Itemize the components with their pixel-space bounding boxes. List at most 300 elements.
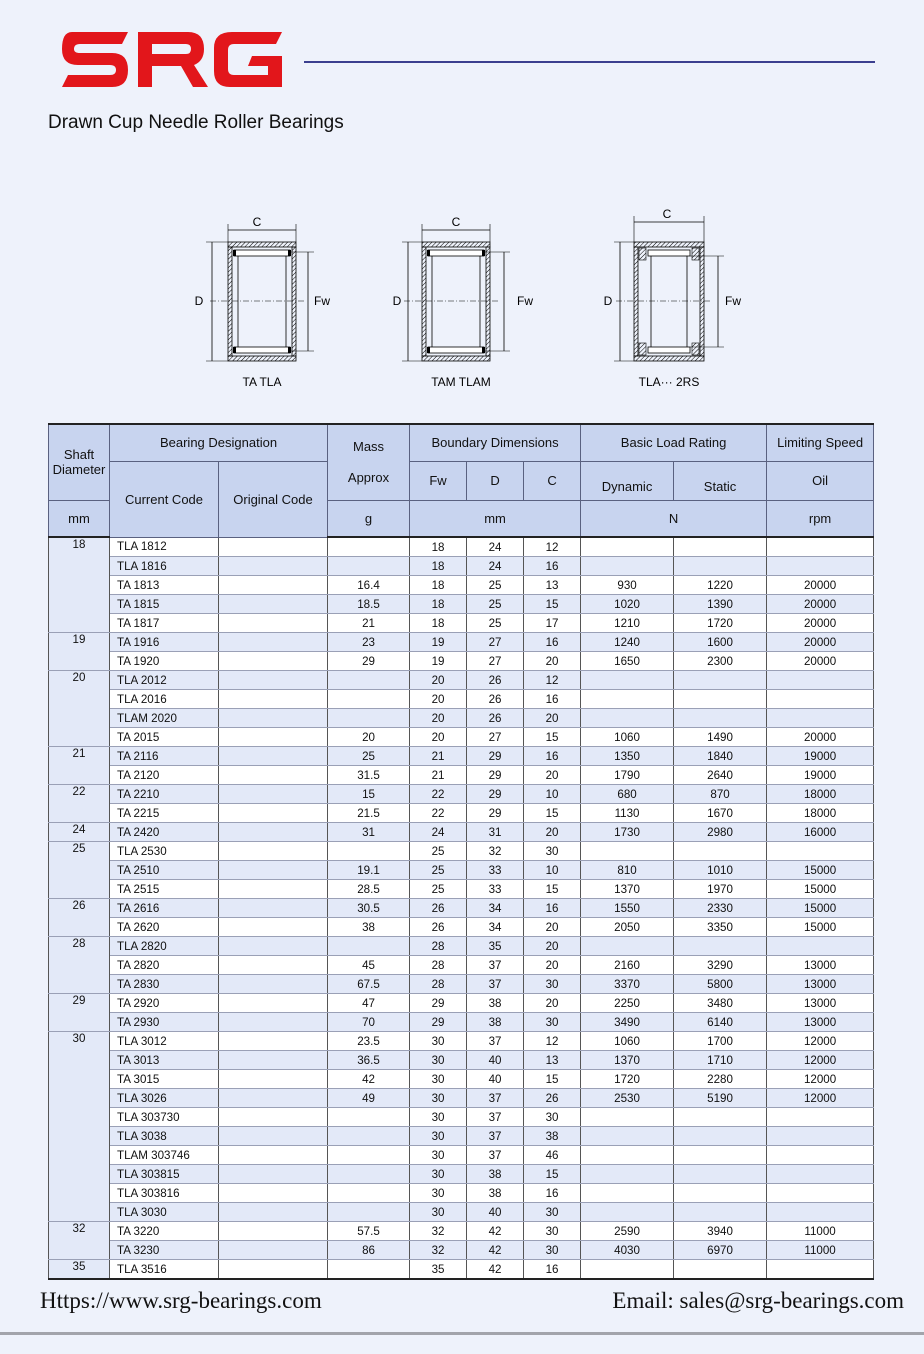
d-cell: 29 — [467, 785, 524, 804]
static-load-cell: 2640 — [674, 766, 767, 785]
original-code-cell — [219, 899, 328, 918]
current-code-cell: TA 3230 — [110, 1241, 219, 1260]
dynamic-load-cell: 930 — [581, 576, 674, 595]
table-row — [49, 576, 874, 595]
fw-cell: 30 — [410, 1032, 467, 1051]
current-code-cell: TLA 3026 — [110, 1089, 219, 1108]
fw-cell: 28 — [410, 956, 467, 975]
table-body — [49, 537, 874, 1279]
fw-cell: 30 — [410, 1089, 467, 1108]
unit-rpm: rpm — [767, 500, 874, 537]
current-code-cell: TA 2210 — [110, 785, 219, 804]
static-load-cell: 1670 — [674, 804, 767, 823]
d-cell: 42 — [467, 1241, 524, 1260]
original-code-cell — [219, 880, 328, 899]
original-code-cell — [219, 804, 328, 823]
c-cell: 17 — [524, 614, 581, 633]
fw-cell: 30 — [410, 1127, 467, 1146]
original-code-cell — [219, 557, 328, 576]
d-cell: 38 — [467, 994, 524, 1013]
dim-c-label: C — [662, 208, 672, 221]
table-row — [49, 614, 874, 633]
fw-cell: 30 — [410, 1070, 467, 1089]
original-code-cell — [219, 728, 328, 747]
fw-cell: 28 — [410, 937, 467, 956]
c-cell: 16 — [524, 633, 581, 652]
oil-speed-cell — [767, 937, 874, 956]
c-cell: 30 — [524, 1203, 581, 1222]
original-code-cell — [219, 823, 328, 842]
diagram-label: TA TLA — [242, 375, 282, 389]
fw-cell: 24 — [410, 823, 467, 842]
mass-cell: 36.5 — [328, 1051, 410, 1070]
fw-cell: 20 — [410, 728, 467, 747]
shaft-diameter-cell: 28 — [49, 937, 110, 994]
c-cell: 46 — [524, 1146, 581, 1165]
c-cell: 20 — [524, 994, 581, 1013]
current-code-cell: TLA 2820 — [110, 937, 219, 956]
mass-cell — [328, 671, 410, 690]
original-code-cell — [219, 671, 328, 690]
current-code-cell: TA 2015 — [110, 728, 219, 747]
header-dynamic: Dynamic — [581, 461, 674, 500]
c-cell: 20 — [524, 956, 581, 975]
fw-cell: 30 — [410, 1203, 467, 1222]
oil-speed-cell — [767, 690, 874, 709]
mass-cell: 49 — [328, 1089, 410, 1108]
current-code-cell: TA 2515 — [110, 880, 219, 899]
dim-fw-label: Fw — [517, 294, 533, 308]
oil-speed-cell: 20000 — [767, 652, 874, 671]
current-code-cell: TA 1920 — [110, 652, 219, 671]
dynamic-load-cell: 2050 — [581, 918, 674, 937]
oil-speed-cell: 12000 — [767, 1032, 874, 1051]
c-cell: 30 — [524, 1241, 581, 1260]
c-cell: 16 — [524, 690, 581, 709]
fw-cell: 22 — [410, 804, 467, 823]
header-shaft: Shaft Diameter — [49, 424, 110, 500]
static-load-cell: 1720 — [674, 614, 767, 633]
table-row — [49, 1070, 874, 1089]
fw-cell: 19 — [410, 633, 467, 652]
oil-speed-cell — [767, 1146, 874, 1165]
header-mass-approx — [328, 424, 410, 500]
oil-speed-cell: 13000 — [767, 994, 874, 1013]
d-cell: 37 — [467, 975, 524, 994]
current-code-cell: TLA 3516 — [110, 1260, 219, 1280]
oil-speed-cell: 12000 — [767, 1051, 874, 1070]
d-cell: 37 — [467, 1127, 524, 1146]
page-title: Drawn Cup Needle Roller Bearings — [48, 112, 344, 133]
header-designation: Bearing Designation — [110, 424, 328, 461]
c-cell: 10 — [524, 785, 581, 804]
mass-cell — [328, 557, 410, 576]
diagram-tla-2rs — [604, 208, 742, 389]
table-header — [49, 424, 874, 537]
mass-cell: 20 — [328, 728, 410, 747]
table-row — [49, 709, 874, 728]
oil-speed-cell: 19000 — [767, 747, 874, 766]
fw-cell: 29 — [410, 1013, 467, 1032]
footer-rule — [0, 1332, 924, 1335]
mass-cell: 25 — [328, 747, 410, 766]
d-cell: 34 — [467, 918, 524, 937]
original-code-cell — [219, 1222, 328, 1241]
c-cell: 20 — [524, 652, 581, 671]
d-cell: 27 — [467, 728, 524, 747]
shaft-diameter-cell: 35 — [49, 1260, 110, 1280]
original-code-cell — [219, 1203, 328, 1222]
mass-cell: 31.5 — [328, 766, 410, 785]
dim-d-label: D — [392, 294, 402, 308]
dynamic-load-cell — [581, 1127, 674, 1146]
c-cell: 16 — [524, 1184, 581, 1203]
current-code-cell: TA 2616 — [110, 899, 219, 918]
original-code-cell — [219, 994, 328, 1013]
static-load-cell: 870 — [674, 785, 767, 804]
dynamic-load-cell: 1550 — [581, 899, 674, 918]
fw-cell: 21 — [410, 766, 467, 785]
unit-mm-boundary: mm — [410, 500, 581, 537]
static-load-cell — [674, 557, 767, 576]
oil-speed-cell: 19000 — [767, 766, 874, 785]
dynamic-load-cell — [581, 1260, 674, 1280]
current-code-cell: TA 2420 — [110, 823, 219, 842]
header-current-code: Current Code — [110, 461, 219, 537]
d-cell: 26 — [467, 690, 524, 709]
table-row — [49, 728, 874, 747]
current-code-cell: TLAM 2020 — [110, 709, 219, 728]
original-code-cell — [219, 709, 328, 728]
table-row — [49, 633, 874, 652]
oil-speed-cell — [767, 709, 874, 728]
c-cell: 10 — [524, 861, 581, 880]
table-row — [49, 690, 874, 709]
oil-speed-cell: 20000 — [767, 633, 874, 652]
d-cell: 37 — [467, 1108, 524, 1127]
dynamic-load-cell: 1370 — [581, 1051, 674, 1070]
c-cell: 20 — [524, 709, 581, 728]
fw-cell: 26 — [410, 918, 467, 937]
c-cell: 30 — [524, 1108, 581, 1127]
table-row — [49, 956, 874, 975]
c-cell: 16 — [524, 1260, 581, 1280]
c-cell: 15 — [524, 880, 581, 899]
static-load-cell: 1700 — [674, 1032, 767, 1051]
static-load-cell: 1710 — [674, 1051, 767, 1070]
dynamic-load-cell — [581, 842, 674, 861]
oil-speed-cell — [767, 1165, 874, 1184]
shaft-diameter-cell: 30 — [49, 1032, 110, 1222]
dynamic-load-cell — [581, 1165, 674, 1184]
mass-cell: 15 — [328, 785, 410, 804]
fw-cell: 29 — [410, 994, 467, 1013]
dynamic-load-cell — [581, 671, 674, 690]
oil-speed-cell: 13000 — [767, 956, 874, 975]
static-load-cell — [674, 1127, 767, 1146]
d-cell: 42 — [467, 1260, 524, 1280]
static-load-cell — [674, 709, 767, 728]
c-cell: 16 — [524, 557, 581, 576]
mass-cell — [328, 537, 410, 557]
mass-cell: 21.5 — [328, 804, 410, 823]
current-code-cell: TA 2120 — [110, 766, 219, 785]
table-row — [49, 861, 874, 880]
table-row — [49, 1032, 874, 1051]
static-load-cell: 3940 — [674, 1222, 767, 1241]
header-boundary: Boundary Dimensions — [410, 424, 581, 461]
d-cell: 38 — [467, 1184, 524, 1203]
d-cell: 34 — [467, 899, 524, 918]
oil-speed-cell — [767, 537, 874, 557]
header-fw: Fw — [410, 461, 467, 500]
table-row — [49, 1013, 874, 1032]
fw-cell: 20 — [410, 671, 467, 690]
c-cell: 20 — [524, 766, 581, 785]
fw-cell: 19 — [410, 652, 467, 671]
original-code-cell — [219, 633, 328, 652]
original-code-cell — [219, 766, 328, 785]
mass-cell: 23 — [328, 633, 410, 652]
current-code-cell: TLA 2012 — [110, 671, 219, 690]
c-cell: 12 — [524, 537, 581, 557]
mass-cell: 21 — [328, 614, 410, 633]
current-code-cell: TLA 1812 — [110, 537, 219, 557]
oil-speed-cell: 12000 — [767, 1089, 874, 1108]
table-row — [49, 880, 874, 899]
current-code-cell: TA 1813 — [110, 576, 219, 595]
current-code-cell: TA 2620 — [110, 918, 219, 937]
mass-cell: 16.4 — [328, 576, 410, 595]
dynamic-load-cell: 2250 — [581, 994, 674, 1013]
fw-cell: 18 — [410, 557, 467, 576]
static-load-cell: 1220 — [674, 576, 767, 595]
static-load-cell: 1490 — [674, 728, 767, 747]
d-cell: 37 — [467, 1089, 524, 1108]
header-mass: Mass — [352, 439, 385, 455]
static-load-cell: 3350 — [674, 918, 767, 937]
oil-speed-cell — [767, 1108, 874, 1127]
dim-c-label: C — [451, 215, 461, 229]
current-code-cell: TA 2830 — [110, 975, 219, 994]
dynamic-load-cell: 1130 — [581, 804, 674, 823]
static-load-cell — [674, 671, 767, 690]
oil-speed-cell: 11000 — [767, 1241, 874, 1260]
table-row — [49, 671, 874, 690]
table-row — [49, 1108, 874, 1127]
email-link[interactable]: Email: sales@srg-bearings.com — [612, 1288, 904, 1313]
header-c: C — [524, 461, 581, 500]
header-approx: Approx — [347, 470, 390, 486]
oil-speed-cell: 15000 — [767, 861, 874, 880]
shaft-diameter-cell: 29 — [49, 994, 110, 1032]
mass-cell: 30.5 — [328, 899, 410, 918]
fw-cell: 20 — [410, 709, 467, 728]
original-code-cell — [219, 537, 328, 557]
dynamic-load-cell: 1790 — [581, 766, 674, 785]
mass-cell — [328, 1260, 410, 1280]
current-code-cell: TA 3015 — [110, 1070, 219, 1089]
dynamic-load-cell — [581, 690, 674, 709]
mass-cell — [328, 1146, 410, 1165]
original-code-cell — [219, 785, 328, 804]
table-row — [49, 785, 874, 804]
unit-mm: mm — [49, 500, 110, 537]
fw-cell: 21 — [410, 747, 467, 766]
d-cell: 32 — [467, 842, 524, 861]
mass-cell — [328, 709, 410, 728]
fw-cell: 18 — [410, 576, 467, 595]
fw-cell: 35 — [410, 1260, 467, 1280]
oil-speed-cell: 16000 — [767, 823, 874, 842]
d-cell: 40 — [467, 1203, 524, 1222]
dynamic-load-cell: 4030 — [581, 1241, 674, 1260]
fw-cell: 18 — [410, 614, 467, 633]
oil-speed-cell: 13000 — [767, 1013, 874, 1032]
mass-cell: 28.5 — [328, 880, 410, 899]
fw-cell: 25 — [410, 842, 467, 861]
static-load-cell — [674, 1146, 767, 1165]
static-load-cell: 3290 — [674, 956, 767, 975]
fw-cell: 30 — [410, 1051, 467, 1070]
table-row — [49, 994, 874, 1013]
d-cell: 37 — [467, 1146, 524, 1165]
c-cell: 20 — [524, 937, 581, 956]
header-load: Basic Load Rating — [581, 424, 767, 461]
table-row — [49, 842, 874, 861]
current-code-cell: TLA 303816 — [110, 1184, 219, 1203]
original-code-cell — [219, 747, 328, 766]
mass-cell: 67.5 — [328, 975, 410, 994]
unit-g: g — [328, 500, 410, 537]
oil-speed-cell: 12000 — [767, 1070, 874, 1089]
c-cell: 26 — [524, 1089, 581, 1108]
header-static: Static — [674, 461, 767, 500]
mass-cell — [328, 1108, 410, 1127]
table-row — [49, 557, 874, 576]
shaft-diameter-cell: 22 — [49, 785, 110, 823]
mass-cell: 18.5 — [328, 595, 410, 614]
static-load-cell — [674, 690, 767, 709]
dynamic-load-cell: 1210 — [581, 614, 674, 633]
static-load-cell: 1840 — [674, 747, 767, 766]
dynamic-load-cell: 1350 — [581, 747, 674, 766]
fw-cell: 26 — [410, 899, 467, 918]
d-cell: 35 — [467, 937, 524, 956]
c-cell: 30 — [524, 842, 581, 861]
d-cell: 40 — [467, 1051, 524, 1070]
c-cell: 20 — [524, 823, 581, 842]
dynamic-load-cell: 680 — [581, 785, 674, 804]
bearing-diagrams — [190, 208, 750, 398]
mass-cell — [328, 690, 410, 709]
static-load-cell: 2330 — [674, 899, 767, 918]
diagram-tam-tlam — [393, 215, 534, 389]
dynamic-load-cell: 2590 — [581, 1222, 674, 1241]
fw-cell: 30 — [410, 1146, 467, 1165]
table-row — [49, 804, 874, 823]
current-code-cell: TLA 3038 — [110, 1127, 219, 1146]
d-cell: 26 — [467, 671, 524, 690]
mass-cell: 38 — [328, 918, 410, 937]
current-code-cell: TA 2930 — [110, 1013, 219, 1032]
d-cell: 38 — [467, 1165, 524, 1184]
fw-cell: 32 — [410, 1222, 467, 1241]
c-cell: 30 — [524, 1222, 581, 1241]
current-code-cell: TLA 2530 — [110, 842, 219, 861]
current-code-cell: TLA 1816 — [110, 557, 219, 576]
c-cell: 15 — [524, 595, 581, 614]
table-row — [49, 1127, 874, 1146]
bearing-spec-table — [48, 423, 874, 1280]
oil-speed-cell: 11000 — [767, 1222, 874, 1241]
original-code-cell — [219, 1108, 328, 1127]
dynamic-load-cell: 1730 — [581, 823, 674, 842]
website-link[interactable]: Https://www.srg-bearings.com — [40, 1288, 322, 1313]
fw-cell: 18 — [410, 537, 467, 557]
c-cell: 13 — [524, 1051, 581, 1070]
oil-speed-cell: 20000 — [767, 595, 874, 614]
original-code-cell — [219, 1241, 328, 1260]
diagram-ta-tla — [195, 215, 331, 389]
oil-speed-cell: 20000 — [767, 728, 874, 747]
original-code-cell — [219, 652, 328, 671]
srg-logo — [62, 30, 284, 90]
diagram-label: TAM TLAM — [431, 375, 491, 389]
original-code-cell — [219, 1127, 328, 1146]
table-row — [49, 747, 874, 766]
d-cell: 42 — [467, 1222, 524, 1241]
shaft-diameter-cell: 20 — [49, 671, 110, 747]
original-code-cell — [219, 937, 328, 956]
oil-speed-cell: 15000 — [767, 918, 874, 937]
mass-cell — [328, 1127, 410, 1146]
dynamic-load-cell: 2530 — [581, 1089, 674, 1108]
table-row — [49, 1146, 874, 1165]
original-code-cell — [219, 576, 328, 595]
current-code-cell: TA 2116 — [110, 747, 219, 766]
dynamic-load-cell: 1020 — [581, 595, 674, 614]
mass-cell — [328, 842, 410, 861]
mass-cell: 19.1 — [328, 861, 410, 880]
current-code-cell: TA 3220 — [110, 1222, 219, 1241]
c-cell: 16 — [524, 899, 581, 918]
static-load-cell — [674, 1184, 767, 1203]
oil-speed-cell — [767, 557, 874, 576]
fw-cell: 30 — [410, 1108, 467, 1127]
original-code-cell — [219, 1089, 328, 1108]
oil-speed-cell: 15000 — [767, 880, 874, 899]
header-d: D — [467, 461, 524, 500]
dim-fw-label: Fw — [725, 294, 741, 308]
dynamic-load-cell: 1370 — [581, 880, 674, 899]
mass-cell: 29 — [328, 652, 410, 671]
current-code-cell: TLA 3030 — [110, 1203, 219, 1222]
d-cell: 37 — [467, 1032, 524, 1051]
dynamic-load-cell — [581, 937, 674, 956]
original-code-cell — [219, 1184, 328, 1203]
mass-cell: 70 — [328, 1013, 410, 1032]
c-cell: 12 — [524, 671, 581, 690]
dynamic-load-cell: 3370 — [581, 975, 674, 994]
oil-speed-cell — [767, 671, 874, 690]
shaft-diameter-cell: 21 — [49, 747, 110, 785]
mass-cell — [328, 937, 410, 956]
c-cell: 38 — [524, 1127, 581, 1146]
static-load-cell: 5800 — [674, 975, 767, 994]
dynamic-load-cell — [581, 537, 674, 557]
d-cell: 33 — [467, 861, 524, 880]
